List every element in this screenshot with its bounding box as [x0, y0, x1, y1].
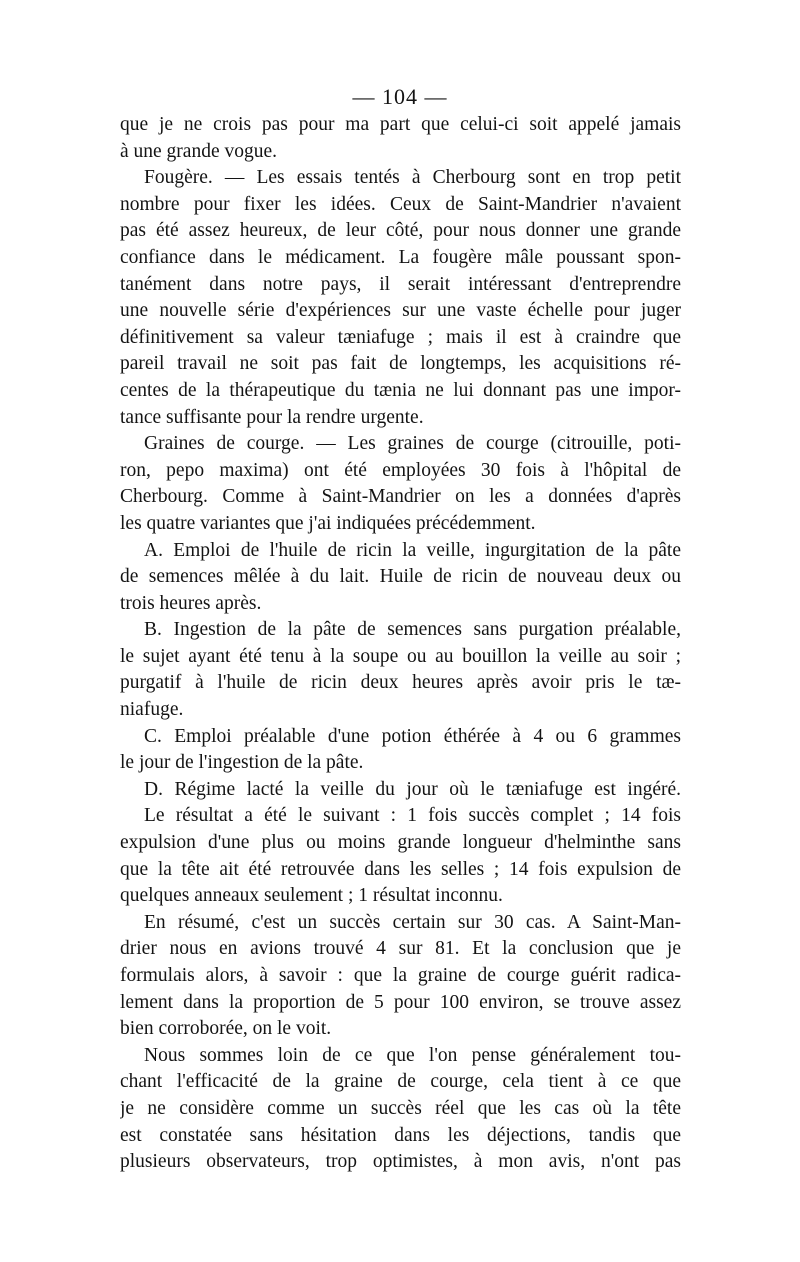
text-line: plusieurs observateurs, trop optimistes, à mon avis, n'ont pas — [120, 1151, 681, 1173]
text-line: tance suffisante pour la rendre urgente. — [120, 406, 424, 428]
body-text — [120, 112, 681, 1176]
text-line: que la tête ait été retrouvée dans les selles ; 14 fois expulsion de — [120, 858, 681, 880]
text-line: les quatre variantes que j'ai indiquées précédemment. — [120, 512, 536, 534]
text-line: à une grande vogue. — [120, 140, 278, 162]
text-line: ron, pepo maxima) ont été employées 30 fois à l'hôpital de — [120, 459, 681, 481]
text-line: Cherbourg. Comme à Saint-Mandrier on les a données d'après — [120, 486, 681, 508]
text-line: lement dans la proportion de 5 pour 100 environ, se trouve assez — [120, 991, 681, 1013]
text-line: purgatif à l'huile de ricin deux heures après avoir pris le tæ- — [120, 672, 681, 694]
text-line: confiance dans le médicament. La fougère mâle poussant spon- — [120, 246, 681, 268]
text-line: je ne considère comme un succès réel que les cas où la tête — [120, 1097, 681, 1119]
text-line: de semences mêlée à du lait. Huile de ricin de nouveau deux ou — [120, 566, 681, 588]
text-line: définitivement sa valeur tæniafuge ; mais il est à craindre que — [120, 326, 681, 348]
text-line: formulais alors, à savoir : que la graine de courge guérit radica- — [120, 965, 681, 986]
text-line: Nous sommes loin de ce que l'on pense généralement tou- — [144, 1044, 681, 1066]
text-line: A. Emploi de l'huile de ricin la veille, ingurgitation de la pâte — [144, 539, 681, 561]
text-line: expulsion d'une plus ou moins grande longueur d'helminthe sans — [120, 832, 681, 854]
text-line: pareil travail ne soit pas fait de longtemps, les acquisitions ré- — [120, 353, 681, 375]
text-line: nombre pour fixer les idées. Ceux de Saint-Mandrier n'avaient — [120, 193, 681, 215]
text-line: que je ne crois pas pour ma part que celui-ci soit appelé jamais — [120, 114, 681, 135]
text-line: Graines de courge. — Les graines de courge (citrouille, poti- — [144, 433, 681, 455]
text-line: chant l'efficacité de la graine de courge, cela tient à ce que — [120, 1071, 681, 1093]
text-line: le sujet ayant été tenu à la soupe ou au bouillon la veille au soir ; — [120, 645, 681, 667]
text-line: trois heures après. — [120, 592, 262, 614]
text-line: quelques anneaux seulement ; 1 résultat inconnu. — [120, 885, 503, 907]
text-line: drier nous en avions trouvé 4 sur 81. Et la conclusion que je — [120, 938, 681, 960]
text-line: centes de la thérapeutique du tænia ne lui donnant pas une impor- — [120, 379, 681, 401]
text-line: D. Régime lacté la veille du jour où le tæniafuge est ingéré. — [144, 778, 681, 800]
text-line: B. Ingestion de la pâte de semences sans purgation préalable, — [144, 619, 681, 641]
text-line: tanément dans notre pays, il serait intéressant d'entreprendre — [120, 273, 681, 295]
page-number: — 104 — — [352, 84, 448, 109]
text-line: bien corroborée, on le voit. — [120, 1018, 332, 1040]
text-line: est constatée sans hésitation dans les déjections, tandis que — [120, 1124, 681, 1146]
text-line: pas été assez heureux, de leur côté, pour nous donner une grande — [120, 220, 681, 242]
text-line: niafuge. — [120, 699, 184, 721]
text-line: C. Emploi préalable d'une potion éthérée à 4 ou 6 grammes — [144, 725, 681, 747]
text-line: Le résultat a été le suivant : 1 fois succès complet ; 14 fois — [144, 805, 681, 827]
text-line: le jour de l'ingestion de la pâte. — [120, 752, 364, 774]
text-line: Fougère. — Les essais tentés à Cherbourg sont en trop petit — [144, 167, 681, 189]
text-line: En résumé, c'est un succès certain sur 30 cas. A Saint-Man- — [144, 911, 681, 933]
text-line: une nouvelle série d'expériences sur une vaste échelle pour juger — [120, 300, 681, 322]
